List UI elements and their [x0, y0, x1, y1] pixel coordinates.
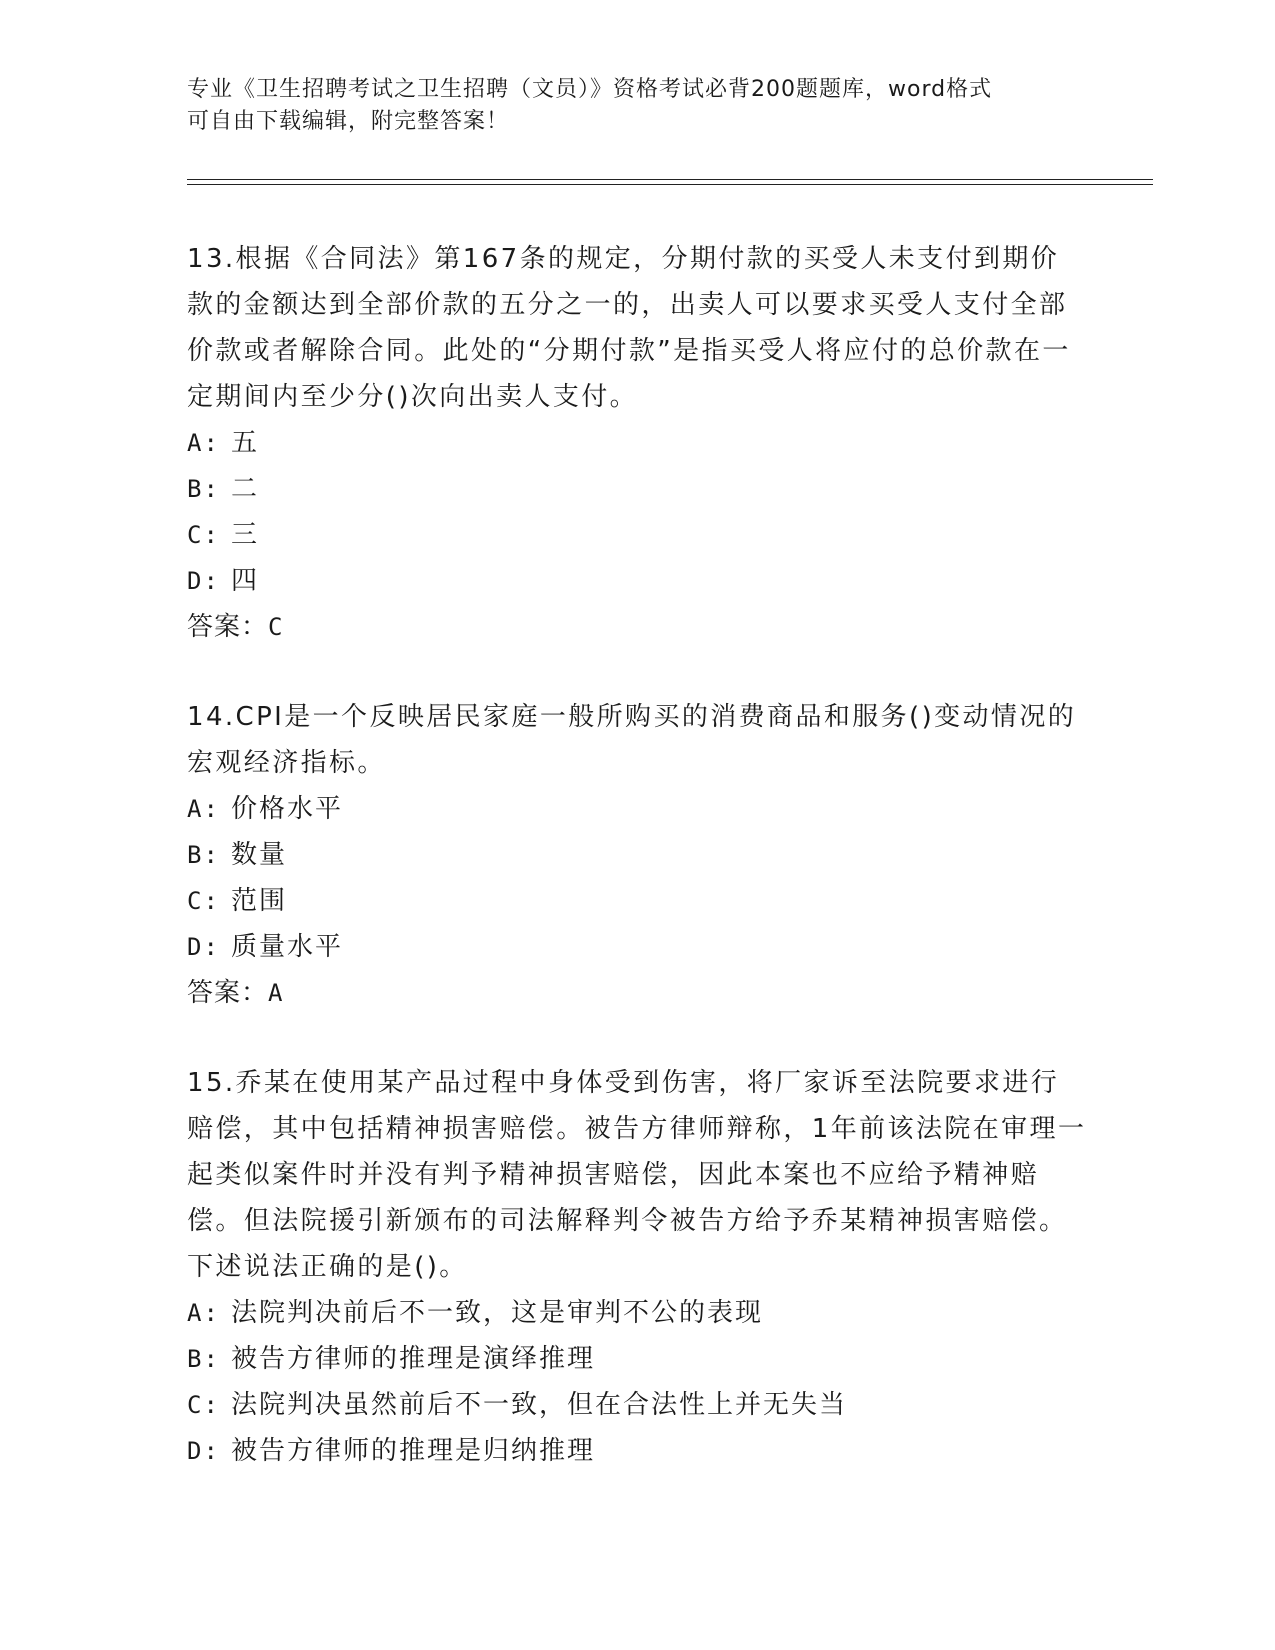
header-line-2: 可自由下载编辑，附完整答案！	[187, 109, 510, 134]
option-a	[187, 786, 1087, 832]
header-divider-top	[187, 179, 1153, 180]
document-header	[187, 74, 1067, 138]
answer-label: 答案：	[187, 978, 269, 1008]
option-text: 价格水平	[231, 794, 344, 824]
answer-line	[187, 970, 1087, 1016]
option-list	[187, 420, 1087, 604]
option-text: 质量水平	[231, 932, 344, 962]
question-13	[187, 236, 1087, 650]
answer-line	[187, 604, 1087, 650]
option-c	[187, 1382, 1087, 1428]
option-text: 被告方律师的推理是演绎推理	[231, 1344, 596, 1374]
question-14	[187, 694, 1087, 1016]
option-list	[187, 786, 1087, 970]
option-letter: D:	[187, 1437, 220, 1465]
option-letter: D:	[187, 933, 220, 961]
option-letter: A:	[187, 795, 220, 823]
question-15	[187, 1060, 1087, 1474]
option-letter: B:	[187, 841, 220, 869]
option-text: 三	[231, 520, 260, 550]
option-letter: A:	[187, 1299, 220, 1327]
option-text: 范围	[231, 886, 288, 916]
header-line-1: 专业《卫生招聘考试之卫生招聘（文员）》资格考试必背200题题库，word格式	[187, 77, 993, 102]
answer-value: A	[268, 979, 284, 1007]
option-a	[187, 420, 1087, 466]
option-d	[187, 924, 1087, 970]
option-text: 二	[231, 474, 260, 504]
option-letter: D:	[187, 567, 220, 595]
option-text: 被告方律师的推理是归纳推理	[231, 1436, 596, 1466]
option-c	[187, 512, 1087, 558]
option-d	[187, 1428, 1087, 1474]
option-b	[187, 466, 1087, 512]
answer-value: C	[268, 613, 284, 641]
option-c	[187, 878, 1087, 924]
option-list	[187, 1290, 1087, 1474]
option-letter: B:	[187, 475, 220, 503]
option-letter: C:	[187, 1391, 220, 1419]
option-letter: C:	[187, 521, 220, 549]
option-d	[187, 558, 1087, 604]
answer-label: 答案：	[187, 612, 269, 642]
option-text: 法院判决前后不一致，这是审判不公的表现	[231, 1298, 764, 1328]
question-stem: 15.乔某在使用某产品过程中身体受到伤害，将厂家诉至法院要求进行赔偿，其中包括精神损害赔偿。被告方律师辩称，1年前该法院在审理一起类似案件时并没有判予精神损害赔偿，因此本案也不应给予精神赔偿。但法院援引新颁布的司法解释判令被告方给予乔某精神损害赔偿。下述说法正确的是()。	[187, 1068, 1087, 1282]
option-text: 五	[231, 428, 260, 458]
option-letter: C:	[187, 887, 220, 915]
option-a	[187, 1290, 1087, 1336]
option-text: 法院判决虽然前后不一致，但在合法性上并无失当	[231, 1390, 848, 1420]
question-stem: 14.CPI是一个反映居民家庭一般所购买的消费商品和服务()变动情况的宏观经济指标。	[187, 702, 1077, 778]
option-letter: B:	[187, 1345, 220, 1373]
option-letter: A:	[187, 429, 220, 457]
question-list	[187, 236, 1087, 1518]
option-text: 数量	[231, 840, 288, 870]
header-divider-bottom	[187, 184, 1153, 185]
question-stem: 13.根据《合同法》第167条的规定，分期付款的买受人未支付到期价款的金额达到全部价款的五分之一的，出卖人可以要求买受人支付全部价款或者解除合同。此处的“分期付款”是指买受人将应付的总价款在一定期间内至少分()次向出卖人支付。	[187, 244, 1071, 412]
option-text: 四	[231, 566, 260, 596]
option-b	[187, 832, 1087, 878]
option-b	[187, 1336, 1087, 1382]
